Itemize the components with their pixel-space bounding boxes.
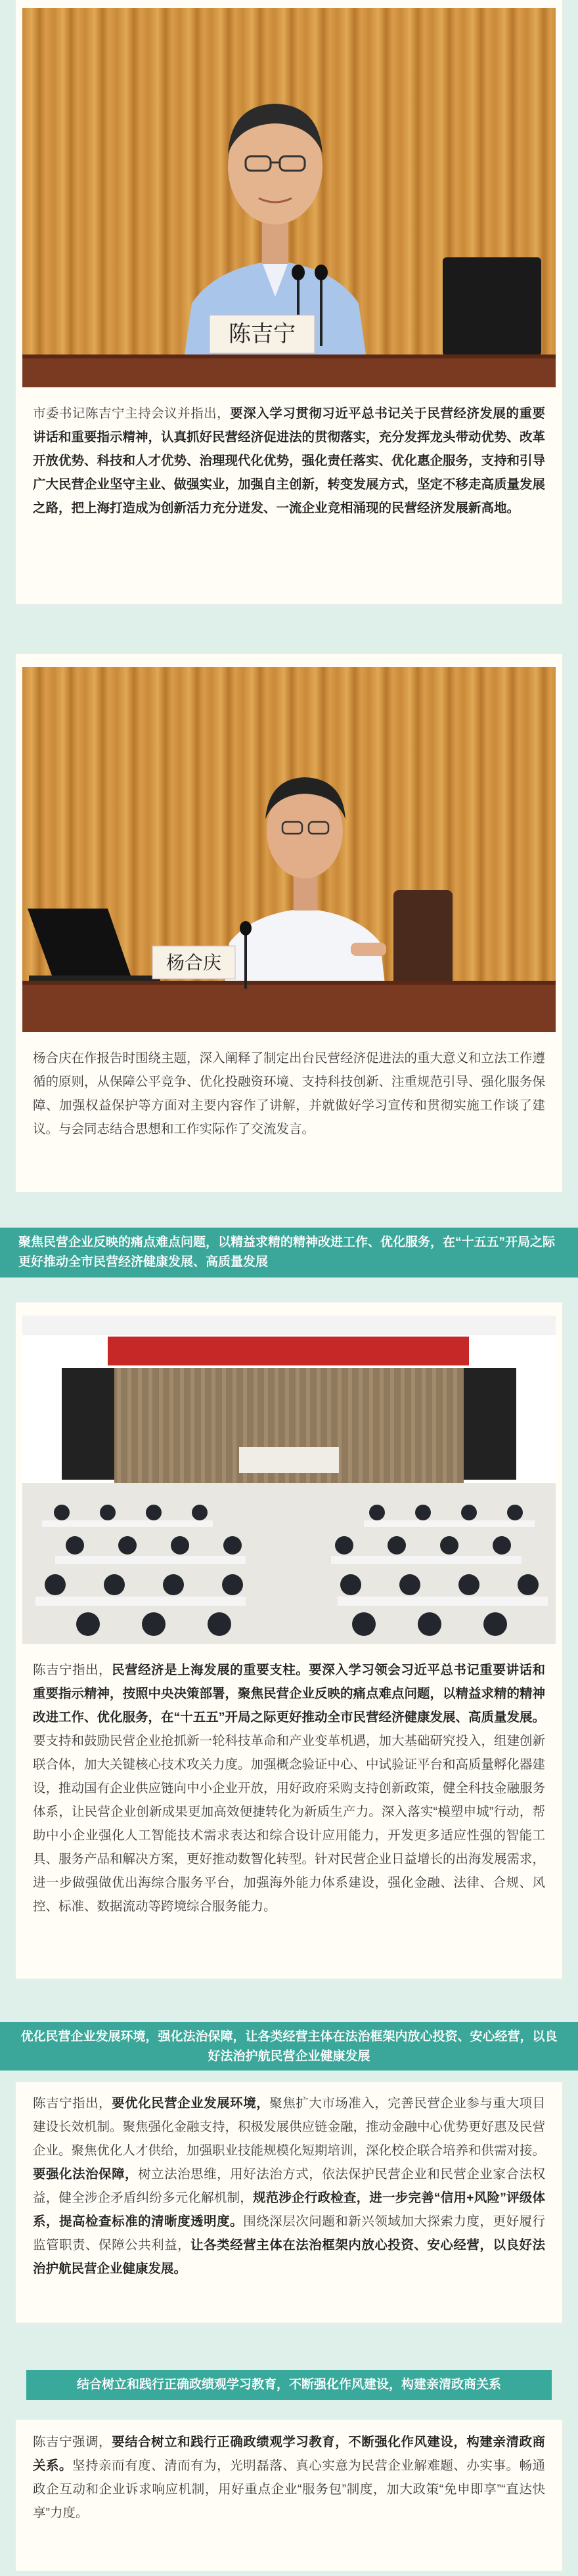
photo-frame-1	[22, 8, 556, 387]
section-4-paragraph	[33, 2092, 545, 2281]
text-run: 要深入学习贯彻习近平总书记关于民营经济发展的重要讲话和重要指示精神，认真抓好民营经济促进法的贯彻落实，充分发挥龙头带动优势、改革开放优势、科技和人才优势、治理现代化优势，强化责任落实、优化惠企服务，支持和引导广大民营企业坚守主业、做强实业，加强自主创新，转变发展方式，坚定不移走高质量发展之路，把上海打造成为创新活力充分迸发、一流企业竞相涌现的民营经济发展新高地。	[33, 406, 546, 515]
section-2-paragraph: 杨合庆在作报告时围绕主题，深入阐释了制定出台民营经济促进法的重大意义和立法工作遵循的原则，从保障公平竞争、优化投融资环境、支持科技创新、注重规范引导、强化服务保障、加强权益保护等方面对主要内容作了讲解，并就做好学习宣传和贯彻实施工作谈了建议。与会同志结合思想和工作实际作了交流发言。	[33, 1051, 546, 1136]
speaker-chen-svg	[22, 8, 556, 387]
banner-1: 聚焦民营企业反映的痛点难点问题，以精益求精的精神改进工作、优化服务，在“十五五”开局之际更好推动全市民营经济健康发展、高质量发展	[0, 1228, 578, 1277]
text-run: 坚持亲而有度、清而有为，光明磊落、真心实意为民营企业解难题、办实事。畅通政企互动和企业诉求响应机制，用好重点企业“服务包”制度，加大政策“免申即享”“直达快享”力度。	[33, 2458, 545, 2520]
text-run: 民营经济是上海发展的重要支柱。要深入学习领会习近平总书记重要讲话和重要指示精神，按照中央决策部署，聚焦民营企业反映的痛点难点问题，以精益求精的精神改进工作、优化服务，在“十五五”开局之际更好推动全市民营经济健康发展、高质量发展。	[33, 1663, 546, 1725]
photo-yang-heqing	[22, 667, 556, 1032]
text-run: 要优化民营企业发展环境，	[112, 2096, 270, 2111]
banner-2: 优化民营企业发展环境，强化法治保障，让各类经营主体在法治框架内放心投资、安心经营，以良好法治护航民营企业健康发展	[0, 2022, 578, 2071]
text-run: 陈吉宁指出，	[33, 1663, 112, 1677]
nameplate-yang-text: 杨合庆	[166, 952, 222, 974]
section-3-paragraph	[33, 1658, 545, 1918]
speaker-yang-svg	[22, 667, 556, 1032]
text-run: 要支持和鼓励民营企业抢抓新一轮科技革命和产业变革机遇，加大基础研究投入，组建创新联合体，加大关键核心技术攻关力度。加强概念验证中心、中试验证平台和高质量孵化器建设，推动国有企业供应链向中小企业开放，用好政府采购支持创新政策，健全科技金融服务体系，让民营企业创新成果更加高效便捷转化为新质生产力。深入落实“模塑申城”行动，帮助中小企业强化人工智能技术需求表达和综合设计应用能力，开发更多适应性强的智能工具、服务产品和解决方案，更好推动数智化转型。针对民营企业日益增长的出海发展需求，进一步做强做优出海综合服务平台，加强海外能力体系建设，强化金融、法律、合规、风控、标准、数据流动等跨境综合服务能力。	[33, 1734, 546, 1914]
text-run: 陈吉宁强调，	[33, 2435, 112, 2449]
text-run: 聚焦扩大市场准入，完善民营企业参与重大项目建设长效机制。聚焦强化金融支持，积极发展供应链金融，推动金融中心优势更好惠及民营企业。聚焦优化人才供给，加强职业技能规模化短期培训，深化校企联合培养和供需对接。	[33, 2096, 546, 2158]
section-1-paragraph	[33, 402, 545, 520]
section-5-paragraph	[33, 2430, 545, 2525]
section-4-card	[16, 2082, 562, 2323]
section-1-card-bg	[16, 0, 562, 604]
text-run: 要强化法治保障，	[33, 2167, 139, 2181]
photo-meeting-hall	[22, 1316, 556, 1644]
text-run: 市委书记陈吉宁主持会议并指出，	[33, 406, 231, 421]
section-2-card	[16, 654, 562, 1192]
text-run: 要结合树立和践行正确政绩观学习教育，不断强化作风建设，构建亲清政商关系。	[33, 2435, 545, 2473]
nameplate-chen-text: 陈吉宁	[229, 321, 296, 347]
text-run: 陈吉宁指出，	[33, 2096, 112, 2111]
banner-3: 结合树立和践行正确政绩观学习教育，不断强化作风建设，构建亲清政商关系	[26, 2370, 552, 2400]
text-run: 围绕深层次问题和新兴领域加大探索力度，更好履行监管职责、保障公共利益，	[33, 2214, 545, 2252]
text-run: 让各类经营主体在法治框架内放心投资、安心经营，以良好法治护航民营企业健康发展。	[33, 2238, 545, 2276]
meeting-hall-svg	[22, 1316, 556, 1644]
text-run: 规范涉企行政检查，进一步完善“信用+风险”评级体系，提高检查标准的清晰度透明度。	[33, 2191, 545, 2229]
section-5-card	[16, 2420, 562, 2571]
text-run: 树立法治思维，用好法治方式，依法保护民营企业和民营企业家合法权益，健全涉企矛盾纠纷多元化解机制，	[33, 2167, 545, 2205]
section-3-card	[16, 1302, 562, 1979]
